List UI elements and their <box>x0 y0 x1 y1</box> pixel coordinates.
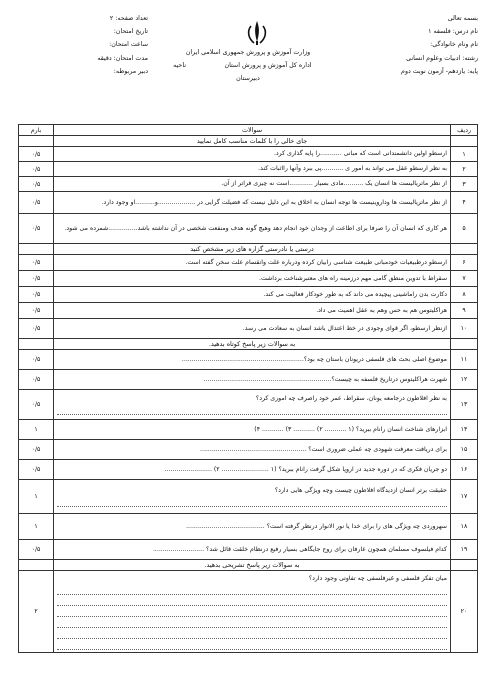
question-number: ۱۴ <box>451 420 478 440</box>
question-score: ۰/۵ <box>19 460 54 480</box>
question-score: ۱ <box>19 420 54 440</box>
table-row <box>19 162 478 177</box>
question-number: ۲۰ <box>451 571 478 653</box>
question-text: از نظر ماتریالیست ها وداروینیست ها توجه انسان به اخلاق به این دلیل نیست که فضیلت گرایی در ...................و..........او وجود دارد. <box>54 192 451 214</box>
table-row <box>19 390 478 420</box>
header-right-line: بسمه تعالی <box>447 15 478 22</box>
question-text: از نظر ماتریالیست ها انسان یک ..........مادی بسیار ............است نه چیزی فراتر از آن. <box>54 177 451 192</box>
table-row <box>19 514 478 540</box>
header-left-info <box>38 12 148 78</box>
question-number: ۴ <box>451 192 478 214</box>
answer-line <box>57 587 447 595</box>
question-text: هر کاری که انسان آن را صرفا برای اطاعت از وجدان خود انجام دهد وهیچ گونه هدف ومنفعت شخصی در آن نداشته باشد...............شمرده می شود. <box>54 214 451 244</box>
exam-header <box>18 10 478 128</box>
question-score: ۰/۵ <box>19 271 54 287</box>
table-row <box>19 287 478 303</box>
question-score: ۰/۵ <box>19 390 54 420</box>
question-score: ۰/۵ <box>19 147 54 162</box>
question-score: ۰/۵ <box>19 303 54 319</box>
table-row <box>19 255 478 271</box>
header-left-line: دبیر مربوطه: <box>113 67 148 75</box>
table-row <box>19 460 478 480</box>
section-title: به سوالات زیر پاسخ کوتاه بدهید. <box>54 339 451 350</box>
answer-line <box>57 407 447 415</box>
province-office: اداره کل آموزش و پرورش استان <box>224 62 312 70</box>
question-text: کدام فیلسوف مسلمان همچون عارفان برای روح جایگاهی بسیار رفیع درنظام خلقت قائل شد؟ .......................... <box>54 540 451 560</box>
section-title: درستی یا نادرستی گزاره های زیر مشخص کنید <box>54 244 451 255</box>
table-row <box>19 540 478 560</box>
question-score: ۰/۵ <box>19 192 54 214</box>
question-text: میان تفکر فلسفی و غیرفلسفی چه تفاوتی وجود دارد؟ <box>308 575 447 582</box>
header-left-line: ساعت امتحان: <box>109 41 148 49</box>
question-text: ابزارهای شناخت انسان رانام ببرید؟ (۱ ........... ۲) ........... ۳) ........... ۴) <box>54 420 451 440</box>
answer-line <box>57 609 447 617</box>
section-row <box>19 560 478 571</box>
table-row <box>19 480 478 514</box>
question-number: ۲ <box>451 162 478 177</box>
question-number: ۶ <box>451 255 478 271</box>
district-label: ناحیه <box>173 62 186 69</box>
header-left-line: تاریخ امتحان: <box>113 28 148 36</box>
question-number: ۱۱ <box>451 350 478 370</box>
question-score: ۰/۵ <box>19 287 54 303</box>
question-text: ارسطو درطبیعیات خودمبانی طبیعت شناسی رابیان کرده ودرباره علت وانقسام علت سخن گفته است. <box>54 255 451 271</box>
question-score: ۰/۵ <box>19 540 54 560</box>
question-number: ۱۵ <box>451 440 478 460</box>
header-left-line: مدت امتحان: دقیقه <box>97 54 148 62</box>
question-score: ۰/۵ <box>19 350 54 370</box>
table-row <box>19 350 478 370</box>
answer-line <box>57 631 447 639</box>
question-number: ۱۹ <box>451 540 478 560</box>
question-number: ۸ <box>451 287 478 303</box>
question-text: هراکلیتوس هم به حس وهم به عقل اهمیت می داد. <box>54 303 451 319</box>
question-score: ۰/۵ <box>19 177 54 192</box>
section-row <box>19 136 478 147</box>
table-row <box>19 271 478 287</box>
question-score: ۰/۵ <box>19 370 54 390</box>
answer-line <box>57 620 447 628</box>
question-number: ۵ <box>451 214 478 244</box>
question-score: ۱ <box>19 480 54 514</box>
header-right-info <box>358 12 478 78</box>
question-text: شهرت هراکلیتوس درتاریخ فلسفه به چیست؟................................................................. <box>54 370 451 390</box>
question-number: ۱۶ <box>451 460 478 480</box>
table-row <box>19 370 478 390</box>
question-score: ۰/۵ <box>19 440 54 460</box>
question-text: حقیقت برتر انسان ازدیدگاه افلاطون چیست وچه ویژگی هایی دارد؟ <box>274 487 447 494</box>
question-text: موضوع اصلی بحث های فلسفی دریونان باستان چه بود؟.............................................................. <box>54 350 451 370</box>
question-number: ۱ <box>451 147 478 162</box>
header-right-line: پایه: یازدهم- آزمون نوبت دوم <box>401 67 478 75</box>
section-row <box>19 339 478 350</box>
question-text: ارسطو اولین دانشمندانی است که مبانی ...........را پایه گذاری کرد. <box>54 147 451 162</box>
question-number: ۷ <box>451 271 478 287</box>
table-row <box>19 192 478 214</box>
question-text: برای دریافت معرفت شهودی چه عملی ضروری است؟ ...................................................... <box>54 440 451 460</box>
table-row <box>19 571 478 653</box>
answer-line <box>57 642 447 650</box>
question-score: ۰/۵ <box>19 319 54 339</box>
iran-emblem-icon <box>242 18 272 48</box>
table-row <box>19 147 478 162</box>
question-number: ۱۸ <box>451 514 478 540</box>
question-number: ۹ <box>451 303 478 319</box>
question-number: ۱۳ <box>451 390 478 420</box>
table-row <box>19 177 478 192</box>
question-text: سهروردی چه ویژگی های را برای خدا یا نور الانوار درنظر گرفته است؟ ........................................ <box>54 514 451 540</box>
section-row <box>19 244 478 255</box>
table-row <box>19 319 478 339</box>
school-name: دبیرستان <box>236 75 260 83</box>
question-score: ۰/۵ <box>19 214 54 244</box>
question-text: دو جریان فکری که در دوره جدید در اروپا شکل گرفت رانام ببرید؟ (۱ ........................ ۲) ........................ <box>54 460 451 480</box>
questions-table <box>18 124 478 653</box>
ministry-title: وزارت آموزش و پرورش جمهوری اسلامی ایران <box>185 49 311 56</box>
header-right-line: نام ونام خانوادگی: <box>430 41 478 49</box>
header-right-line: نام درس: فلسفه ۱ <box>428 28 478 36</box>
header-left-line: تعداد صفحه: ۲ <box>109 15 148 22</box>
table-row <box>19 214 478 244</box>
table-row <box>19 420 478 440</box>
answer-line <box>57 499 447 507</box>
question-number: ۳ <box>451 177 478 192</box>
table-header-row <box>19 125 478 136</box>
question-text: ازنظر ارسطو، اگر قوای وجودی در خط اعتدال باشد انسان به سعادت می رسد. <box>54 319 451 339</box>
question-text: سقراط با تدوین منطق گامی مهم درزمینه راه های معتبرشناخت برداشت. <box>54 271 451 287</box>
question-text: دکارت بدن راماشینی پیچیده می داند که به طور خودکار فعالیت می کند. <box>54 287 451 303</box>
question-score: ۲ <box>19 571 54 653</box>
answer-line <box>57 598 447 606</box>
col-questions-header: سوالات <box>54 125 451 136</box>
section-title: به سوالات زیر پاسخ تشریحی بدهید. <box>54 560 451 571</box>
table-row <box>19 440 478 460</box>
section-title: جای خالی را با کلمات مناسب کامل نمایید <box>54 136 451 147</box>
question-number: ۱۰ <box>451 319 478 339</box>
question-text: به نظر ارسطو عقل می تواند به امور ی ...........پی ببرد وآنها رااثبات کند. <box>54 162 451 177</box>
col-score-header: بارم <box>19 125 54 136</box>
question-score: ۰/۵ <box>19 255 54 271</box>
table-row <box>19 303 478 319</box>
question-text: به نظر افلاطون درجامعه یونان، سقراط، عمر خود راصرف چه اموری کرد؟ <box>255 395 447 402</box>
question-score: ۰/۵ <box>19 162 54 177</box>
header-right-line: رشته: ادبیات وعلوم انسانی <box>406 54 478 62</box>
question-number: ۱۲ <box>451 370 478 390</box>
col-row-header: ردیف <box>451 125 478 136</box>
question-number: ۱۷ <box>451 480 478 514</box>
question-score: ۱ <box>19 514 54 540</box>
